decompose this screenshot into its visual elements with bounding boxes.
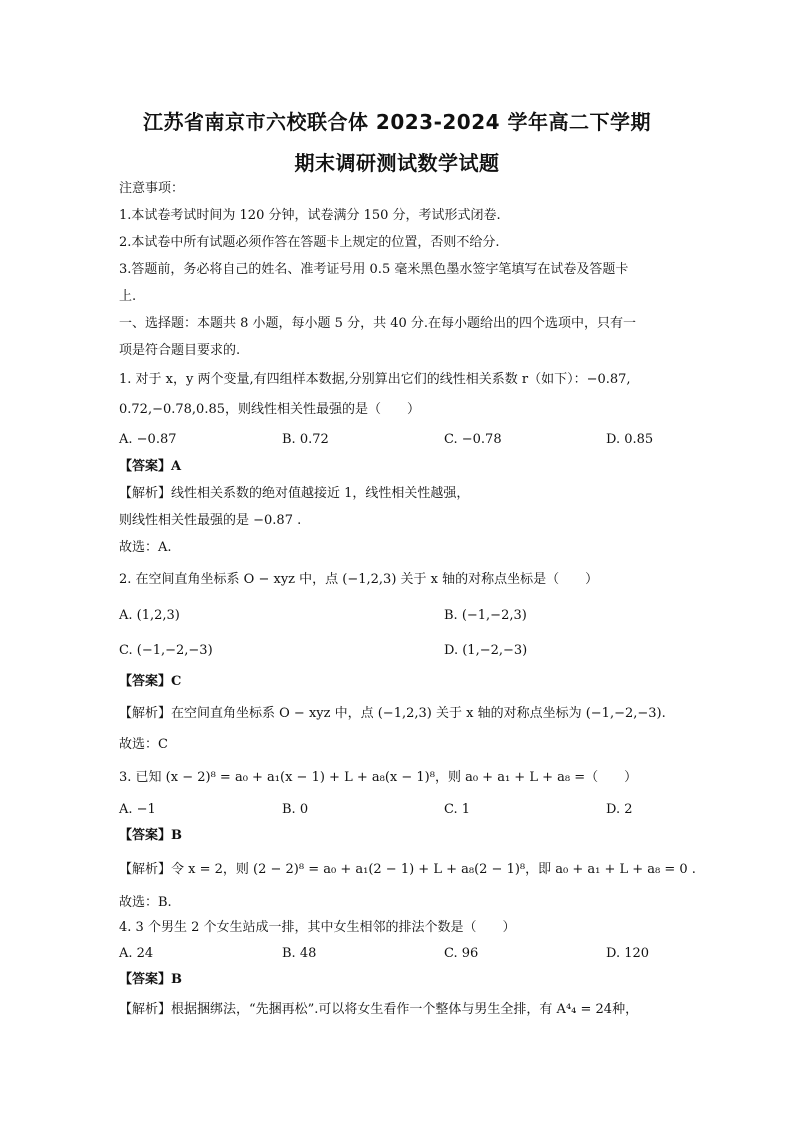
- q2-analysis: 【解析】在空间直角坐标系 O − xyz 中，点 (−1,2,3) 关于 x 轴的对称点坐标为 (−1,−2,−3).: [119, 706, 666, 721]
- q3-option-b: B. 0: [282, 802, 309, 817]
- notice-item-1: 1.本试卷考试时间为 120 分钟，试卷满分 150 分，考试形式闭卷.: [119, 208, 501, 223]
- q1-option-d: D. 0.85: [606, 432, 654, 447]
- q2-option-a: A. (1,2,3): [119, 608, 180, 623]
- q1-conclusion: 故选：A.: [119, 540, 172, 555]
- q4-answer: 【答案】B: [119, 972, 182, 987]
- section-heading-line1: 一、选择题：本题共 8 小题，每小题 5 分，共 40 分.在每小题给出的四个选项中，只有一: [119, 316, 637, 331]
- q1-option-c: C. −0.78: [444, 432, 502, 447]
- q2-option-d: D. (1,−2,−3): [444, 643, 528, 658]
- q3-answer: 【答案】B: [119, 828, 182, 843]
- q3-analysis: 【解析】令 x = 2，则 (2 − 2)⁸ = a₀ + a₁(2 − 1) + L + a₈(2 − 1)⁸，即 a₀ + a₁ + L + a₈ = 0 .: [119, 862, 696, 877]
- q3-option-a: A. −1: [119, 802, 156, 817]
- q4-option-c: C. 96: [444, 946, 479, 961]
- q3-option-c: C. 1: [444, 802, 471, 817]
- q3-option-d: D. 2: [606, 802, 633, 817]
- q1-analysis-line1: 【解析】线性相关系数的绝对值越接近 1，线性相关性越强，: [119, 486, 470, 501]
- q2-option-c: C. (−1,−2,−3): [119, 643, 213, 658]
- q4-option-b: B. 48: [282, 946, 317, 961]
- document-title-line2: 期末调研测试数学试题: [294, 151, 500, 175]
- q2-stem: 2. 在空间直角坐标系 O − xyz 中，点 (−1,2,3) 关于 x 轴的对称点坐标是（ ）: [119, 572, 599, 587]
- section-heading-line2: 项是符合题目要求的.: [119, 343, 241, 358]
- document-title-line1: 江苏省南京市六校联合体 2023-2024 学年高二下学期: [142, 110, 652, 134]
- q2-option-b: B. (−1,−2,3): [444, 608, 527, 623]
- q4-option-a: A. 24: [119, 946, 154, 961]
- q3-stem: 3. 已知 (x − 2)⁸ = a₀ + a₁(x − 1) + L + a₈(x − 1)⁸，则 a₀ + a₁ + L + a₈ =（ ）: [119, 770, 638, 785]
- q1-option-b: B. 0.72: [282, 432, 329, 447]
- notice-item-2: 2.本试卷中所有试题必须作答在答题卡上规定的位置，否则不给分.: [119, 235, 500, 250]
- notice-item-3: 3.答题前，务必将自己的姓名、准考证号用 0.5 毫米黑色墨水签字笔填写在试卷及答题卡: [119, 262, 629, 277]
- q2-answer: 【答案】C: [119, 674, 182, 689]
- q1-analysis-line2: 则线性相关性最强的是 −0.87 .: [119, 513, 302, 528]
- q4-stem: 4. 3 个男生 2 个女生站成一排，其中女生相邻的排法个数是（ ）: [119, 920, 516, 935]
- notice-heading: 注意事项：: [119, 181, 185, 196]
- notice-item-4: 上.: [119, 289, 137, 304]
- q1-option-a: A. −0.87: [119, 432, 177, 447]
- q1-stem-line2: 0.72,−0.78,0.85，则线性相关性最强的是（ ）: [119, 402, 420, 417]
- q1-stem-line1: 1. 对于 x，y 两个变量,有四组样本数据,分别算出它们的线性相关系数 r（如下）：−0.87,: [119, 372, 631, 387]
- q3-conclusion: 故选：B.: [119, 895, 172, 910]
- q4-option-d: D. 120: [606, 946, 650, 961]
- q4-analysis: 【解析】根据捆绑法，“先捆再松”.可以将女生看作一个整体与男生全排，有 A⁴₄ = 24种，: [119, 1002, 639, 1017]
- q1-answer: 【答案】A: [119, 459, 182, 474]
- q2-conclusion: 故选：C: [119, 737, 168, 752]
